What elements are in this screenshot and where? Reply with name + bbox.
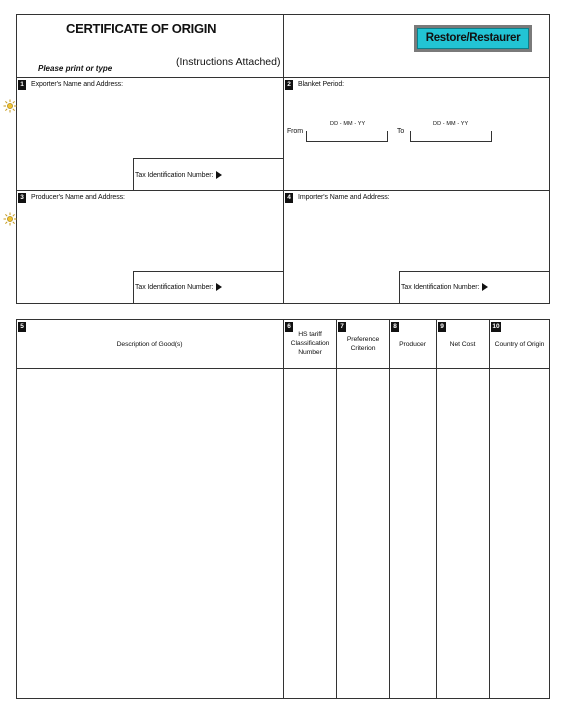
- to-date-field[interactable]: [410, 131, 492, 142]
- importer-name-field[interactable]: [295, 205, 547, 269]
- producer-name-field[interactable]: [28, 205, 280, 269]
- col-header-producer: Producer: [399, 341, 426, 348]
- hs-tariff-input[interactable]: [284, 369, 335, 698]
- header-divider: [16, 77, 550, 78]
- col-number-9: 9: [438, 322, 446, 332]
- to-date-hint: DD - MM - YY: [433, 121, 469, 127]
- col-header-net-cost: Net Cost: [449, 341, 476, 348]
- from-date-field[interactable]: [306, 131, 388, 142]
- restore-button[interactable]: [414, 25, 532, 52]
- country-input[interactable]: [490, 369, 549, 698]
- exporter-name-field[interactable]: [28, 92, 280, 156]
- blanket-period-label: Blanket Period:: [298, 81, 344, 88]
- field-number-2: 2: [285, 80, 293, 90]
- right-triangle-icon: [216, 171, 222, 179]
- exporter-tax-text: Tax Identification Number:: [135, 171, 214, 179]
- exporter-label: Exporter's Name and Address:: [31, 81, 123, 88]
- col-number-10: 10: [492, 323, 500, 330]
- page-title: CERTIFICATE OF ORIGIN: [66, 21, 217, 36]
- importer-tax-text: Tax Identification Number:: [401, 283, 480, 291]
- from-date-hint: DD - MM - YY: [330, 121, 366, 127]
- col-header-country: Country of Origin: [494, 341, 545, 348]
- col-number-8: 8: [391, 322, 399, 332]
- col-number-7: 7: [338, 322, 346, 332]
- sun-burst-icon: [3, 99, 17, 113]
- importer-tax-label: [401, 283, 488, 291]
- field-number-1: 1: [18, 80, 26, 90]
- producer-tax-text: Tax Identification Number:: [135, 283, 214, 291]
- importer-label: Importer's Name and Address:: [298, 194, 390, 201]
- sun-burst-icon: [3, 212, 17, 226]
- right-triangle-icon: [482, 283, 488, 291]
- right-triangle-icon: [216, 283, 222, 291]
- producer-tax-label: [135, 283, 222, 291]
- field-number-3: 3: [18, 193, 26, 203]
- field-number-4: 4: [285, 193, 293, 203]
- producer-label: Producer's Name and Address:: [31, 194, 125, 201]
- col-number-5: 5: [18, 322, 26, 332]
- exporter-tax-label: [135, 171, 222, 179]
- preference-input[interactable]: [337, 369, 388, 698]
- col-header-description: Description of Good(s): [116, 341, 183, 348]
- to-label: To: [397, 128, 405, 135]
- col-header-preference: Preference Criterion: [346, 336, 380, 352]
- description-input[interactable]: [17, 369, 282, 698]
- col-header-hs-tariff: HS tariff Classification Number: [290, 331, 330, 356]
- producer-input[interactable]: [390, 369, 435, 698]
- instructions-note: (Instructions Attached): [176, 56, 281, 68]
- print-note: Please print or type: [38, 64, 113, 73]
- col-number-6: 6: [285, 322, 293, 332]
- from-label: From: [287, 128, 303, 135]
- net-cost-input[interactable]: [437, 369, 488, 698]
- restore-button-label: Restore/Restaurer: [417, 28, 529, 49]
